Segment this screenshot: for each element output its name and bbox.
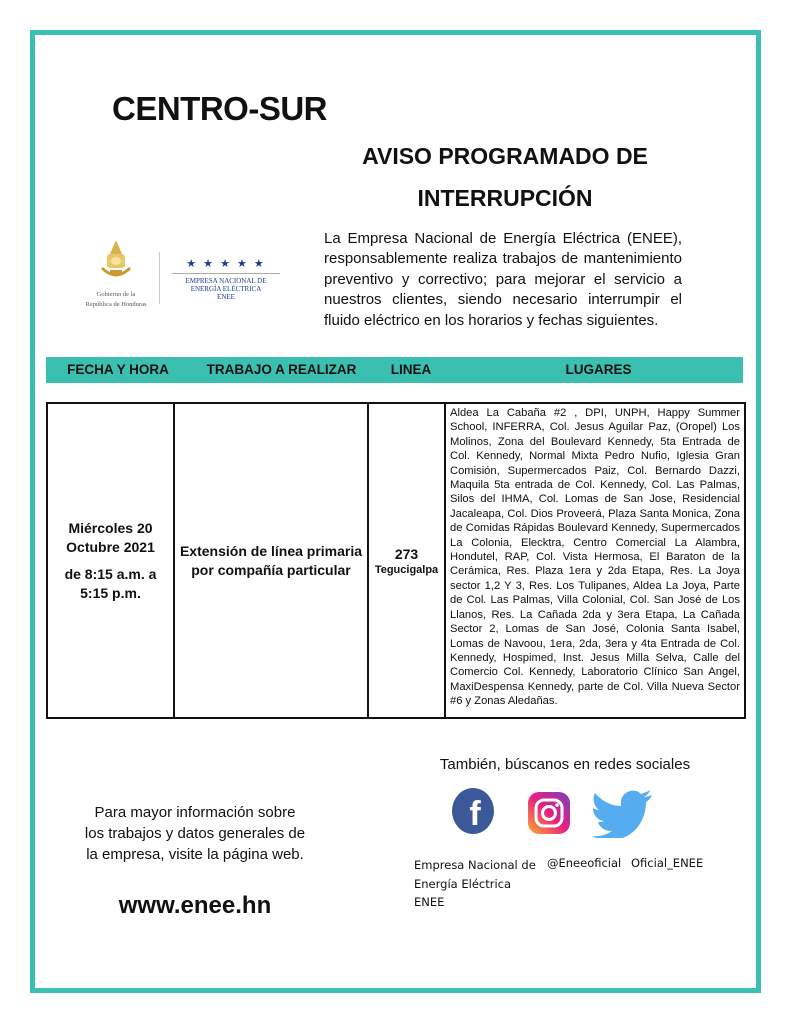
cell-date-time <box>47 403 174 718</box>
stars-icon: ★ ★ ★ ★ ★ <box>186 258 266 270</box>
time-line2: 5:15 p.m. <box>80 584 141 601</box>
line-city: Tegucigalpa <box>374 563 439 576</box>
notice-title-line1: AVISO PROGRAMADO DE <box>362 143 648 169</box>
line-number: 273 <box>394 545 419 562</box>
table-row <box>47 403 745 718</box>
honduras-coat-of-arms-icon <box>96 238 136 284</box>
header-lugares: LUGARES <box>565 362 632 377</box>
work-line2: por compañía particular <box>191 561 351 578</box>
facebook-glyph: f <box>469 795 481 833</box>
government-label-line2: República de Honduras <box>85 301 147 308</box>
org-line3: ENEE <box>414 895 445 909</box>
twitter-icon[interactable] <box>590 788 654 838</box>
logo-divider <box>159 252 160 304</box>
org-name <box>414 856 536 912</box>
header-fecha-hora: FECHA Y HORA <box>67 362 169 377</box>
enee-label-line3: ENEE <box>217 293 235 301</box>
header-linea: LINEA <box>390 362 432 377</box>
government-logo <box>76 238 156 309</box>
table-header-bar <box>46 357 743 383</box>
org-line2: Energía Eléctrica <box>414 876 512 891</box>
intro-paragraph: La Empresa Nacional de Energía Eléctrica (ENEE), responsablemente realiza trabajos de mantenimiento preventivo y correctivo; para mejorar el servicio a nuestros clientes, siendo necesario interrumpir el fluido eléctrico en los horarios y fechas siguientes. <box>324 230 682 329</box>
social-title: También, búscanos en redes sociales <box>439 756 691 773</box>
cell-work <box>174 403 368 718</box>
enee-label-line1: EMPRESA NACIONAL DE <box>185 277 267 285</box>
notice-title-line2: INTERRUPCIÓN <box>417 185 593 211</box>
work-line1: Extensión de línea primaria <box>179 542 363 559</box>
logos-area <box>76 238 296 318</box>
schedule-table <box>46 402 746 719</box>
time-line1: de 8:15 a.m. a <box>64 565 157 582</box>
enee-logo-rule <box>172 273 280 274</box>
date-line1: Miércoles 20 <box>68 519 153 536</box>
header-trabajo: TRABAJO A REALIZAR <box>206 362 357 377</box>
info-text: Para mayor información sobre los trabajos y datos generales de la empresa, visite la página web. <box>84 804 306 863</box>
instagram-handle[interactable]: @Eneeoficial <box>547 856 622 870</box>
twitter-handle[interactable]: Oficial_ENEE <box>631 856 704 870</box>
instagram-icon[interactable] <box>527 791 571 835</box>
org-line1: Empresa Nacional de <box>414 858 536 872</box>
facebook-icon[interactable] <box>451 787 495 835</box>
website-link[interactable]: www.enee.hn <box>118 892 272 919</box>
enee-logo <box>166 258 286 301</box>
cell-line <box>368 403 445 718</box>
enee-label-line2: ENERGÍA ELÉCTRICA <box>190 285 262 293</box>
cell-places: Aldea La Cabaña #2 , DPI, UNPH, Happy Summer School, INFERRA, Col. Jesus Aguilar Paz, (Oropel) Los Molinos, Zona del Boulevard Kennedy, 5ta Entrada de Col. Kennedy, Normal Mixta Pedro Nufio, Iglesia Gran Comisión, Supermercados Paiz, Col. Bernardo Dazzi, Maquila 5ta entrada de Col. Kennedy, Col. Las Palmas, Silos del IHMA, Col. Lomas de San Jose, Residencial Jacaleapa, Col. Dios Proveerá, Plaza Santa Monica, Zona de Comidas Rápidas Boulevard Kennedy, Supermercados La Colonia, Elecktra, Centro Comercial La Alambra, Hondutel, RAP, Col. Vista Hermosa, El Baraton de la Cerámica, Res. Plaza 1era y 2da Etapa, Res. La Joya sector 1,2 Y 3, Res. Los Tulipanes, Aldea La Joya, Parte de Col. Las Palmas, Villa Colonial, Col. San José de Los Llanos, Res. La Cañada 2da y 3era Etapa, La Cañada Sector 2, Lomas de San José, Colonia Santa Isabel, Lomas de Navoou, 1era, 2da, 3era y 4ta Entrada de Col. Kennedy, Hospimed, Inst. Jesus Milla Selva, Calle del Comercio Col. Kennedy, Laboratorio Clínico San Angel, MaxiDespensa Kennedy, parte de Col. Villa Nueva Sector #6 y Zonas Aledañas. <box>445 403 745 718</box>
region-title: CENTRO-SUR <box>112 90 327 127</box>
government-label-line1: Gobierno de la <box>96 291 136 298</box>
date-line2: Octubre 2021 <box>66 538 155 555</box>
